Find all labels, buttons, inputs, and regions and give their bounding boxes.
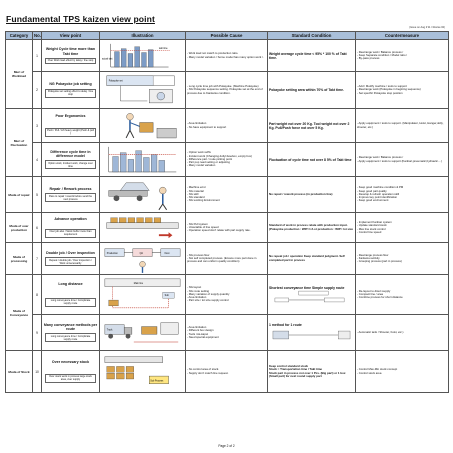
- countermeasure-cell: - Rearrange process flow - Kanketsu activity - Grouping process (part in process): [356, 243, 449, 275]
- view-point-title: Weight Cycle time more than Takt time: [45, 47, 96, 56]
- svg-text:Pokayoke set: Pokayoke set: [108, 80, 123, 83]
- supply-route-diagram-icon: [269, 290, 354, 304]
- issue-note: (Issue on Aug 2'11 / Revise 02): [409, 26, 445, 29]
- illustration-cell: [100, 177, 186, 213]
- view-point-cell: [42, 177, 100, 213]
- view-point-title: Over necessary stock: [51, 360, 90, 365]
- standard-cell: Fluctuation of cycle time not over 8 5% of Takt time: [268, 143, 356, 177]
- header-possible-cause: Possible Cause: [186, 32, 268, 40]
- countermeasure-cell: - Control Max-Min stock concept - Control stock area: [356, 351, 449, 393]
- table-row: [6, 72, 449, 109]
- view-point-cell: [42, 40, 100, 72]
- view-point-note: Over stock work in process large stock area, over supply: [45, 374, 96, 383]
- standard-cell: No repair / rework process (in production line): [268, 177, 356, 213]
- svg-text:Sub Process: Sub Process: [150, 380, 164, 383]
- view-point-note: Long conveyance time / Complicate supply route: [45, 333, 96, 342]
- view-point-title: Double job / Over inspection: [46, 250, 95, 255]
- category-cell: Muda of Stock: [6, 351, 33, 393]
- countermeasure-cell: - Rearrange work / Balance process / - Keep Separate condition / Model ratio / - By-pass process: [356, 40, 449, 72]
- standard-cell: Pokayoke setting area within 70% of Takt time.: [268, 72, 356, 109]
- row-number: 8: [33, 275, 42, 315]
- illustration-cell: [100, 213, 186, 243]
- single-method-route-icon: [269, 327, 354, 343]
- view-point-note: Repeat / double job / Over inspection / Work unnecessarily: [45, 257, 96, 266]
- view-point-cell: [42, 109, 100, 143]
- cause-cell: - Machine error - NG material - NG skill - NG standard - NG working Environment: [186, 177, 268, 213]
- table-row: [6, 213, 449, 243]
- row-number: 2: [33, 72, 42, 109]
- header-illustration: Illustration: [100, 32, 186, 40]
- svg-text:actual takt: actual takt: [101, 58, 113, 61]
- view-point-note: Pass to repair / rework before send the next process: [45, 193, 96, 202]
- svg-text:Sub: Sub: [164, 295, 169, 298]
- illustration-cell: [100, 40, 186, 72]
- header-countermeasure: Countermeasure: [356, 32, 449, 40]
- view-point-cell: [42, 243, 100, 275]
- view-point-cell: [42, 72, 100, 109]
- view-point-title: Repair / Rework process: [49, 186, 92, 191]
- standard-cell: 1 method for 1 route: [268, 315, 356, 351]
- countermeasure-cell: - Rearrange work / Balance process / - Apply equipment / tools to support (Kanbari,pneumatic,hydraulic....): [356, 143, 449, 177]
- standard-cell: Part weight not over 20 Kg. Tool weight not over 2 Kg. Pull/Push force not over 5 Kg.: [268, 109, 356, 143]
- row-number: 5: [33, 177, 42, 213]
- svg-text:QA: QA: [139, 253, 143, 256]
- view-point-title: Many conveyance methods per route: [43, 322, 98, 331]
- view-point-note: Over job also / Stock buffer more than requirement: [45, 229, 96, 238]
- page-number: Page 2 of 2: [218, 444, 235, 448]
- view-point-title: Difference cycle time in difference model: [50, 149, 91, 158]
- header-row: [6, 32, 449, 40]
- table-row: [6, 143, 449, 177]
- process-flow-icon: [101, 243, 184, 274]
- table-row: [6, 243, 449, 275]
- multi-method-conveyance-icon: [101, 315, 184, 350]
- table-row: [6, 315, 449, 351]
- standard-cell: Standard of work in process relate with production input. (Pokayoke production : WIP=1 /Lot production : WIP= lot size: [268, 213, 356, 243]
- svg-text:Main line: Main line: [133, 283, 144, 286]
- view-point-title: Poor Ergonomics: [55, 114, 86, 119]
- illustration-cell: [100, 351, 186, 393]
- cause-cell: - Area limitation - No have equipment to support: [186, 109, 268, 143]
- cause-cell: - Work load not match to production ratio. - Many model variation / Some model has many option work /.: [186, 40, 268, 72]
- illustration-cell: [100, 72, 186, 109]
- countermeasure-cell: - Add / Modify machine / tools to support - Rearrange work (Pokayoke in begining sequence) - Set specific Pokayoke stop position: [356, 72, 449, 109]
- cycle-time-chart-icon: [101, 40, 184, 71]
- svg-text:Production: Production: [106, 253, 118, 256]
- table-row: [6, 351, 449, 393]
- cause-cell: - Area limitation - Different box design - Tools mis-kaput - Need special equipment: [186, 315, 268, 351]
- cause-cell: - NG layout - NG route setting - Many variation of supply quantity - Area limitation - Part size / lot size supply control: [186, 275, 268, 315]
- standard-cell: Shortest conveyance time Simple supply route: [268, 275, 356, 315]
- illustration-cell: [100, 315, 186, 351]
- illustration-cell: [100, 109, 186, 143]
- view-point-cell: [42, 315, 100, 351]
- row-number: 4: [33, 143, 42, 177]
- cause-cell: - Option work suffix - Incident work (Changing dolly/Jusebox, empty box) - Difference part / route picking point - Part pop read setting or adjusting - Many model variation: [186, 143, 268, 177]
- row-number: 10: [33, 351, 42, 393]
- cause-cell: - Long cycle time job with Pokayoke. (Machine Pokayoke) - NG Pokayoke sequence setting. Pokayoke set at the end of process due to Kanketsu condition.: [186, 72, 268, 109]
- header-view-point: View point: [42, 32, 100, 40]
- header-category: Category: [6, 32, 33, 40]
- category-cell: Muda of over production: [6, 213, 33, 243]
- view-point-cell: [42, 275, 100, 315]
- category-cell: Muri of Fluctuation: [6, 109, 33, 177]
- countermeasure-cell: - Keep good machine condition & PM - Keep good part quality - Develop & refresh operation skill - Improve key point identification - Keep good environment: [356, 177, 449, 213]
- illustration-cell: [100, 275, 186, 315]
- view-point-note: Long conveyance time / Complicate supply route: [45, 298, 96, 307]
- countermeasure-cell: - Automatic tank / Shooter, hoist, etc.): [356, 315, 449, 351]
- table-row: [6, 109, 449, 143]
- view-point-cell: [42, 351, 100, 393]
- view-point-title: Long distance: [58, 282, 83, 287]
- standard-cell: Keep control standard stock Stock = Transportation time / Takt time Stock part in process not over 1 Pcs. (Big part) or 1 box (Small part) for next round supply part: [268, 351, 356, 393]
- view-point-cell: [42, 143, 100, 177]
- view-point-note: Pokayoke set setting effect to delay / line stop: [45, 89, 96, 98]
- kaizen-table: [5, 31, 449, 393]
- view-point-note: Over Work load effect by delay / line stop: [45, 58, 96, 64]
- header-no: No.: [34, 33, 41, 38]
- pokayoke-process-icon: [101, 72, 184, 108]
- view-point-note: Push / Pull / Lift heavy weight (Push & pull ): [45, 128, 96, 137]
- conveyance-route-icon: [101, 275, 184, 314]
- illustration-cell: [100, 143, 186, 177]
- countermeasure-cell: - Implement Kanban system - Update standard stock - Max line stock control - Control line speed: [356, 213, 449, 243]
- row-number: 9: [33, 315, 42, 351]
- svg-text:takt time: takt time: [158, 48, 168, 51]
- view-point-title: Advance operation: [54, 217, 87, 222]
- category-cell: Muda of repair: [6, 177, 33, 213]
- view-point-cell: [42, 213, 100, 243]
- cause-cell: - No control area of stock. - Supply don't match line request.: [186, 351, 268, 393]
- category-cell: Muri of Workload: [6, 40, 33, 109]
- row-number: 6: [33, 213, 42, 243]
- row-number: 3: [33, 109, 42, 143]
- table-row: [6, 275, 449, 315]
- category-cell: Muda of Conveyance: [6, 275, 33, 351]
- view-point-note: Option work, Incident work, change over time: [45, 160, 96, 169]
- stock-area-icon: [101, 351, 184, 392]
- countermeasure-cell: - Apply equipment / tools to support. (Manipulator, Hoist, Hanger,dolly, shooter, etc.): [356, 109, 449, 143]
- standard-cell: No repeat job / operation Keep standard judgment. Self completed part in process: [268, 243, 356, 275]
- illustration-cell: [100, 243, 186, 275]
- row-number: 1: [33, 40, 42, 72]
- row-number: 7: [33, 243, 42, 275]
- page-title: Fundamental TPS kaizen view point: [6, 14, 155, 24]
- standard-cell: Weight average cycle time < 95% * 100 % of Takt time.: [268, 40, 356, 72]
- repair-station-icon: [101, 177, 184, 212]
- table-row: [6, 40, 449, 72]
- view-point-title: NG Pokayoke job setting: [49, 82, 92, 87]
- category-cell: Muda of processing: [6, 243, 33, 275]
- countermeasure-cell: - Re-layout to direct supply - Compact line / area - Combine process for short distance: [356, 275, 449, 315]
- table-row: [6, 177, 449, 213]
- cause-cell: - NG Pull system - Unsuitable of line speed - Operation speed don't relate with part supply rate.: [186, 213, 268, 243]
- svg-text:Truck: Truck: [106, 329, 113, 332]
- model-cycle-chart-icon: [101, 143, 184, 176]
- cause-cell: - NG process flow - Not self completed process. (Ensure more part done in process and can uniform quality condition): [186, 243, 268, 275]
- header-standard-condition: Standard Condition: [268, 32, 356, 40]
- worker-lifting-icon: [101, 109, 184, 142]
- stock-buffer-icon: [101, 213, 184, 242]
- svg-text:Next: Next: [164, 253, 170, 256]
